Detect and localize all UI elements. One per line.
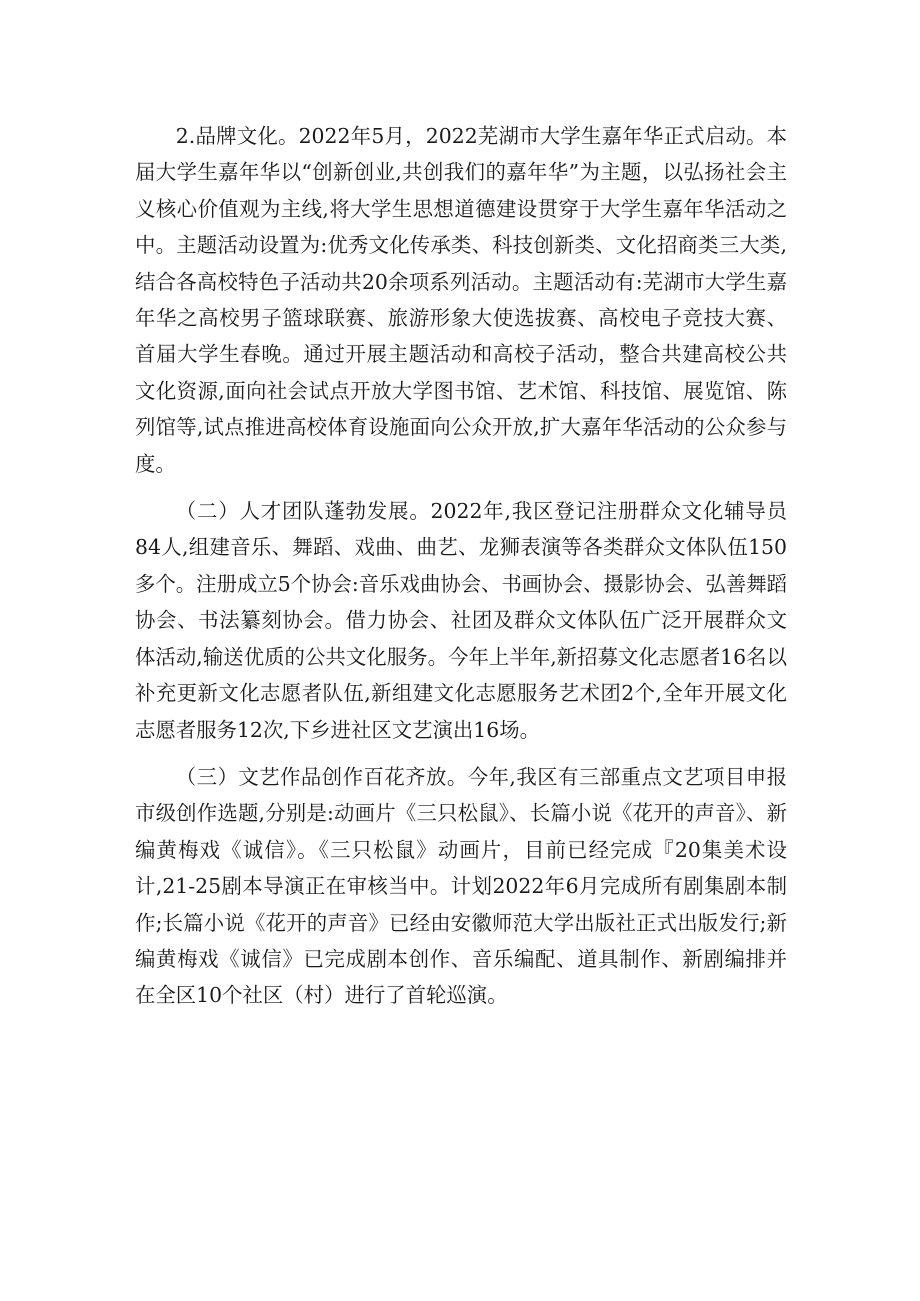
document-body — [135, 118, 787, 1025]
paragraph-talent-teams: （二）人才团队蓬勃发展。2022年,我区登记注册群众文化辅导员84人,组建音乐、舞蹈、戏曲、曲艺、龙狮表演等各类群众文体队伍150多个。注册成立5个协会:音乐戏曲协会、书画协会、摄影协会、弘善舞蹈协会、书法纂刻协会。借力协会、社团及群众文体队伍广泛开展群众文体活动,输送优质的公共文化服务。今年上半年,新招募文化志愿者16名以补充更新文化志愿者队伍,新组建文化志愿服务艺术团2个,全年开展文化志愿者服务12次,下乡进社区文艺演出16场。 — [135, 499, 787, 742]
paragraph-brand-culture: 2.品牌文化。2022年5月，2022芜湖市大学生嘉年华正式启动。本届大学生嘉年华以“创新创业,共创我们的嘉年华”为主题，以弘扬社会主义核心价值观为主线,将大学生思想道德建设贯穿于大学生嘉年华活动之中。主题活动设置为:优秀文化传承类、科技创新类、文化招商类三大类,结合各高校特色子活动共20余项系列活动。主题活动有:芜湖市大学生嘉年华之高校男子篮球联赛、旅游形象大使选拔赛、高校电子竞技大赛、首届大学生春晚。通过开展主题活动和高校子活动，整合共建高校公共文化资源,面向社会试点开放大学图书馆、艺术馆、科技馆、展览馆、陈列馆等,试点推进高校体育设施面向公众开放,扩大嘉年华活动的公众参与度。 — [135, 124, 787, 476]
paragraph-artistic-works: （三）文艺作品创作百花齐放。今年,我区有三部重点文艺项目申报市级创作选题,分别是:动画片《三只松鼠》、长篇小说《花开的声音》、新编黄梅戏《诚信》。《三只松鼠》动画片，目前已经完成『20集美术设计,21-25剧本导演正在审核当中。计划2022年6月完成所有剧集剧本制作;长篇小说《花开的声音》已经由安徽师范大学出版社正式出版发行;新编黄梅戏《诚信》已完成剧本创作、音乐编配、道具制作、新剧编排并在全区10个社区（村）进行了首轮巡演。 — [135, 764, 787, 1008]
